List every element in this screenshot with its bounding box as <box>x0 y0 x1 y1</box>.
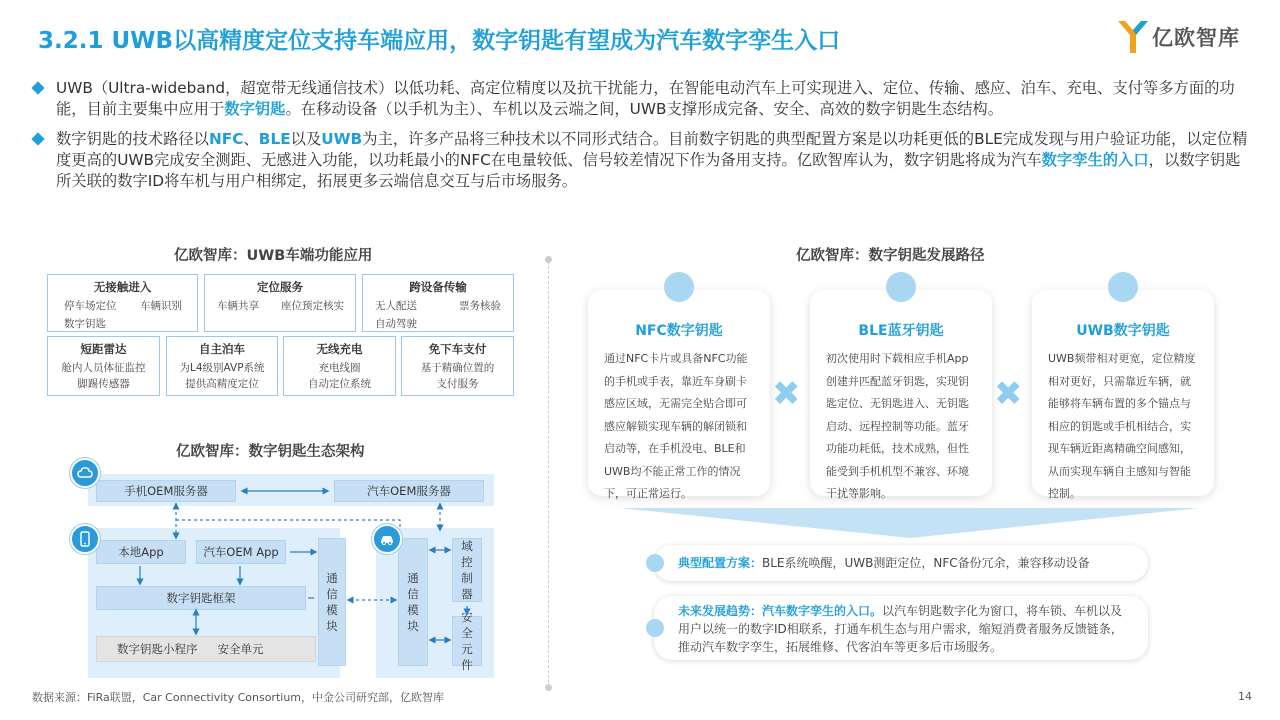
logo-icon <box>1116 17 1150 55</box>
bullet-text: 、 <box>243 130 259 148</box>
bullet-text: 以及 <box>290 130 322 148</box>
secure-element-label: 安全元件 <box>461 610 473 672</box>
bullet-text: 数字钥匙的技术路径以 <box>56 130 209 148</box>
func-box-head: 自主泊车 <box>199 342 245 356</box>
comm-module-label: 通信模块 <box>407 571 419 633</box>
pill-dot-icon <box>646 619 664 637</box>
card-pin-icon <box>664 272 694 302</box>
ecosystem-title: 亿欧智库：数字钥匙生态架构 <box>176 444 365 460</box>
card-title: NFC数字钥匙 <box>635 323 723 339</box>
func-line: 基于精确位置的 <box>420 362 495 374</box>
card-pin-icon <box>1108 272 1138 302</box>
brand-logo <box>1116 17 1256 55</box>
func-box-head: 短距雷达 <box>80 342 127 356</box>
func-box-head: 免下车支付 <box>428 342 487 356</box>
highlight-text: UWB <box>321 130 363 148</box>
typical-config-value: BLE系统唤醒，UWB测距定位，NFC备份冗余，兼容移动设备 <box>762 556 1090 570</box>
car-oem-app-box: 汽车OEM App <box>196 540 286 564</box>
bullet-text: ，以数字钥匙所关联的数字ID将车机与用户相绑定，拓展更多云端信息交互与后市场服务。 <box>56 151 1241 190</box>
card-pin-icon <box>886 272 916 302</box>
typical-config-text <box>678 554 1134 572</box>
card-body: UWB频带相对更宽，定位精度相对更好，只需靠近车辆，就能够将车辆布置的多个锚点与相应的钥匙或手机相结合，实现车辆近距离精确空间感知，从而实现车辆自主感知与智能控制。 <box>1048 352 1196 500</box>
bullet-text: 。在移动设备（以手机为主）、车机以及云端之间，UWB支撑形成完备、安全、高效的数字钥匙生态结构。 <box>285 100 1004 118</box>
func-box-head: 跨设备传输 <box>409 280 467 294</box>
bullet-text: 为主，许多产品将三种技术以不同形式结合。目前数字钥匙的典型配置方案是以功耗更低的BLE完成发现与用户验证功能，以定位精度更高的UWB完成安全测距、无感进入功能，以功耗最小的NFC在电量较低、信号较差情况下作为备用支持。亿欧智库认为，数字钥匙将成为汽车 <box>56 130 1248 169</box>
typical-config-pill <box>654 545 1148 581</box>
car-oem-server-box: 汽车OEM服务器 <box>334 480 484 502</box>
func-line: 舱内人员体征监控 <box>61 362 146 374</box>
page-title: 3.2.1 UWB以高精度定位支持车端应用，数字钥匙有望成为汽车数字孪生入口 <box>38 28 841 54</box>
card-body: 通过NFC卡片或具备NFC功能的手机或手表，靠近车身刷卡感应区域，无需完全贴合即可感应解锁实现车辆的解闭锁和启动等，在手机没电、BLE和UWB均不能正常工作的情况下，可正常运行。 <box>604 352 748 500</box>
phone-oem-server-box: 手机OEM服务器 <box>96 480 236 502</box>
comm-module-label: 通信模块 <box>326 571 338 633</box>
func-item: 无人配送 <box>375 300 417 312</box>
future-trend-text <box>678 602 1134 656</box>
logo-text: 亿欧智库 <box>1152 26 1240 50</box>
local-app-box: 本地App <box>96 540 186 564</box>
card-ble-key <box>810 290 992 500</box>
pill-dot-icon <box>646 554 664 572</box>
uwb-functions-title: 亿欧智库：UWB车端功能应用 <box>174 248 373 264</box>
card-title: UWB数字钥匙 <box>1076 323 1170 339</box>
future-trend-label: 未来发展趋势：汽车数字孪生的入口。 <box>678 604 883 618</box>
future-trend-pill <box>654 596 1148 660</box>
highlight-text: 数字钥匙 <box>224 100 286 118</box>
func-item: 车辆共享 <box>217 300 259 312</box>
func-item: 停车场定位 <box>64 300 117 312</box>
data-source: 数据来源：FiRa联盟，Car Connectivity Consortium，中金公司研究部，亿欧智库 <box>32 691 445 704</box>
func-box-head: 无线充电 <box>316 342 363 356</box>
typical-config-label: 典型配置方案： <box>678 556 763 570</box>
card-title: BLE蓝牙钥匙 <box>858 323 944 339</box>
future-trend-value: 以汽车钥匙数字化为窗口，将车锁、车机以及用户以统一的数字ID相联系，打通车机生态与用户需求，缩短消费者服务反馈链条，推动汽车数字孪生，拓展维修、代客泊车等更多后市场服务。 <box>678 604 1123 654</box>
func-box-head: 定位服务 <box>257 280 303 294</box>
cross-icon: ✖ <box>994 374 1023 414</box>
func-item: 座位预定核实 <box>281 300 344 312</box>
cross-icon: ✖ <box>772 374 801 414</box>
func-item: 自动驾驶 <box>375 318 417 330</box>
highlight-text: BLE <box>258 130 291 148</box>
func-line: 自动定位系统 <box>308 378 371 390</box>
func-line: 支付服务 <box>436 378 479 390</box>
func-box-head: 无接触进入 <box>93 280 152 294</box>
funnel-arrow <box>620 508 1200 538</box>
car-icon <box>372 524 402 554</box>
card-nfc-key <box>588 290 770 500</box>
func-item: 车辆识别 <box>140 300 182 312</box>
func-item: 票务核验 <box>459 300 501 312</box>
highlight-text: 数字孪生的入口 <box>1041 151 1149 169</box>
ecosystem-connectors <box>0 0 548 720</box>
section-divider <box>548 256 549 688</box>
mini-program-label: 数字钥匙小程序 <box>117 642 198 656</box>
func-line: 脚踢传感器 <box>77 378 130 390</box>
cloud-icon <box>70 458 100 488</box>
func-line: 充电线圈 <box>318 362 361 374</box>
func-line: 提供高精度定位 <box>185 378 259 390</box>
highlight-text: NFC <box>208 130 244 148</box>
func-line: 为L4级别AVP系统 <box>179 362 265 374</box>
phone-icon <box>70 524 100 554</box>
key-path-title: 亿欧智库：数字钥匙发展路径 <box>796 248 985 264</box>
domain-controller-label: 域控制器 <box>461 539 473 601</box>
bullet-text: UWB（Ultra-wideband，超宽带无线通信技术）以低功耗、高定位精度以及抗干扰能力，在智能电动汽车上可实现进入、定位、传输、感应、泊车、充电、支付等多方面的功能，目前主要集中应用于 <box>56 79 1235 118</box>
func-item: 数字钥匙 <box>64 318 106 330</box>
page-number: 14 <box>1238 690 1252 703</box>
card-body: 初次使用时下载相应手机App创建并匹配蓝牙钥匙，实现钥匙定位、无钥匙进入、无钥匙启动、远程控制等功能。蓝牙功能功耗低，技术成熟，但性能受到手机机型不兼容、环境干扰等影响。 <box>826 352 969 500</box>
card-uwb-key <box>1032 290 1214 500</box>
key-framework-box: 数字钥匙框架 <box>96 586 306 610</box>
secure-unit-label: 安全单元 <box>217 642 264 656</box>
